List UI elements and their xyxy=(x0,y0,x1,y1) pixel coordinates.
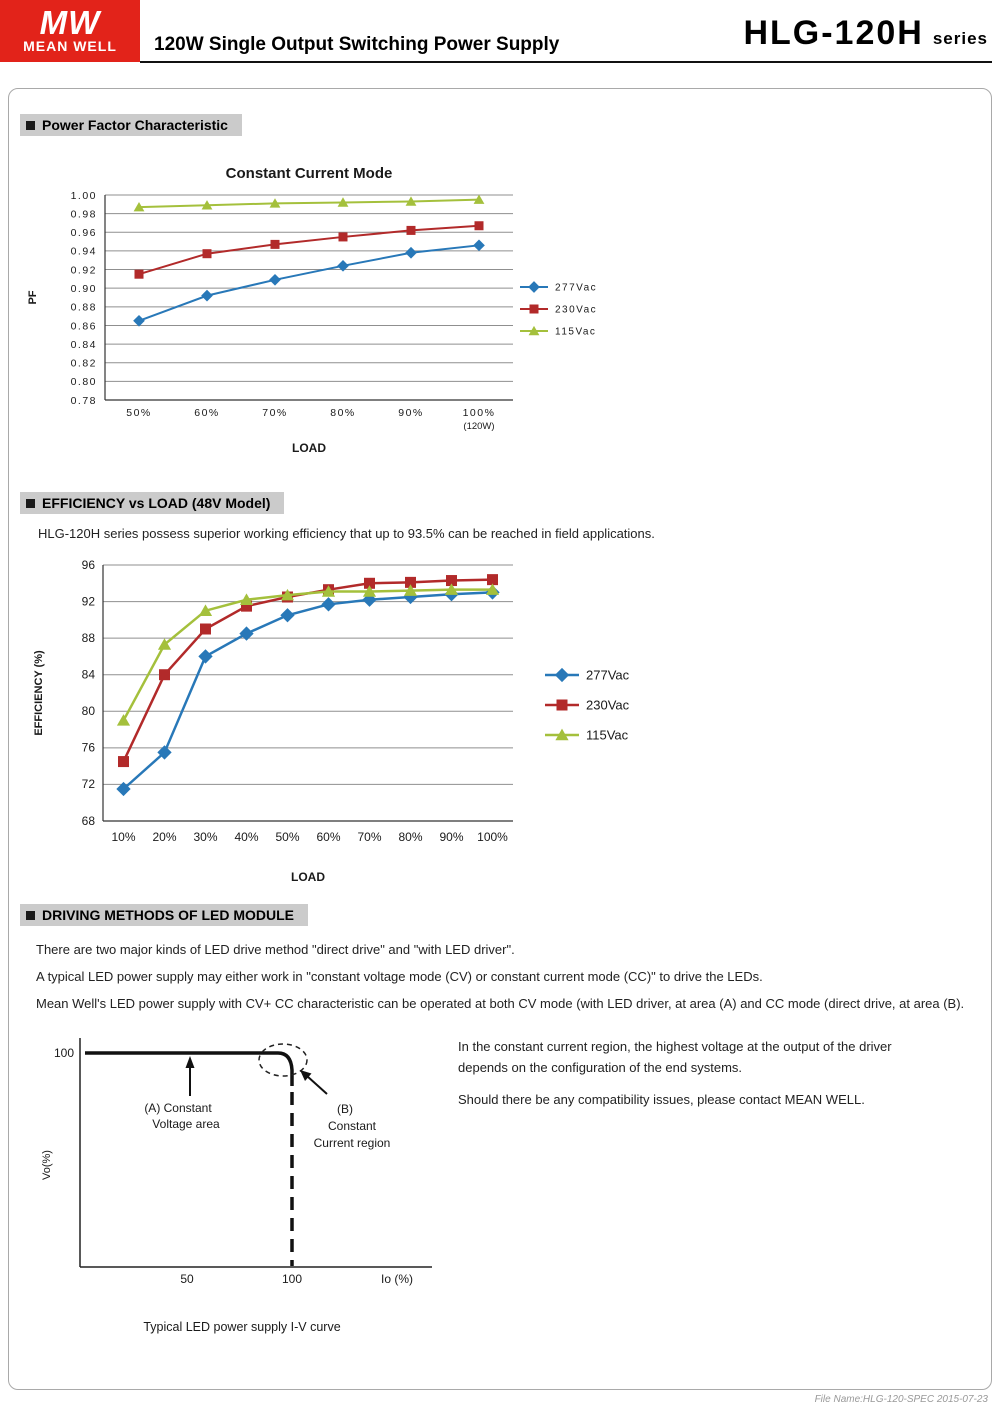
section-bullet-icon xyxy=(26,911,35,920)
header-divider xyxy=(140,61,992,63)
svg-text:0.94: 0.94 xyxy=(70,245,97,258)
svg-text:68: 68 xyxy=(81,813,95,828)
svg-text:50%: 50% xyxy=(275,830,300,844)
svg-text:0.82: 0.82 xyxy=(70,357,97,370)
svg-text:76: 76 xyxy=(81,740,95,755)
pf-chart xyxy=(20,150,700,468)
svg-text:80%: 80% xyxy=(398,830,423,844)
svg-text:0.98: 0.98 xyxy=(70,208,97,221)
svg-text:80: 80 xyxy=(81,704,95,719)
diagram-y100-label: 100 xyxy=(53,1046,74,1060)
product-series-title xyxy=(743,14,988,53)
svg-text:277Vac: 277Vac xyxy=(586,667,630,683)
svg-text:80%: 80% xyxy=(330,407,356,419)
section-heading-label: Power Factor Characteristic xyxy=(42,117,228,133)
area-a-label-line2: Voltage area xyxy=(152,1117,220,1131)
svg-text:40%: 40% xyxy=(234,830,259,844)
svg-text:50%: 50% xyxy=(126,407,152,419)
section-bullet-icon xyxy=(26,121,35,130)
area-b-label-line2: Constant xyxy=(327,1119,377,1133)
svg-text:100%: 100% xyxy=(477,830,508,844)
svg-text:60%: 60% xyxy=(316,830,341,844)
section-heading-driving-methods xyxy=(20,904,308,926)
section-heading-efficiency xyxy=(20,492,284,514)
cv-curve-solid xyxy=(85,1053,292,1086)
svg-text:70%: 70% xyxy=(262,407,288,419)
svg-text:0.96: 0.96 xyxy=(70,227,97,240)
logo-brand-text: MEAN WELL xyxy=(23,38,117,54)
svg-text:0.78: 0.78 xyxy=(70,394,97,407)
svg-text:LOAD: LOAD xyxy=(291,870,325,884)
section-heading-power-factor xyxy=(20,114,242,136)
svg-text:1.00: 1.00 xyxy=(70,189,97,202)
svg-text:LOAD: LOAD xyxy=(292,441,326,455)
diagram-x100-label: 100 xyxy=(281,1272,303,1286)
svg-text:0.80: 0.80 xyxy=(70,376,97,389)
diagram-caption: Typical LED power supply I-V curve xyxy=(143,1320,341,1334)
arrow-a-head-icon xyxy=(186,1056,195,1068)
constant-current-notes xyxy=(458,1036,928,1110)
diagram-xlabel: Io (%) xyxy=(380,1272,414,1286)
product-name: HLG-120H xyxy=(743,14,924,52)
svg-text:90%: 90% xyxy=(439,830,464,844)
meanwell-logo xyxy=(0,0,140,62)
svg-text:(120W): (120W) xyxy=(463,421,495,432)
svg-text:PF: PF xyxy=(27,290,39,305)
svg-text:84: 84 xyxy=(81,667,95,682)
paragraph-line: There are two major kinds of LED drive method "direct drive" and "with LED driver". xyxy=(36,942,515,957)
svg-text:Constant Current Mode: Constant Current Mode xyxy=(225,165,393,182)
svg-text:0.88: 0.88 xyxy=(70,301,97,314)
svg-text:30%: 30% xyxy=(193,830,218,844)
svg-text:115Vac: 115Vac xyxy=(586,727,629,743)
logo-mw-icon: MW xyxy=(39,4,101,41)
svg-text:90%: 90% xyxy=(398,407,424,419)
svg-text:96: 96 xyxy=(81,557,95,572)
paragraph-line: A typical LED power supply may either work in "constant voltage mode (CV) or constant current mode (CC)" to drive the LEDs. xyxy=(36,969,763,984)
area-a-label-line1: (A) Constant xyxy=(144,1101,212,1115)
svg-text:0.84: 0.84 xyxy=(70,338,97,351)
iv-curve-diagram xyxy=(40,1030,460,1342)
svg-text:230Vac: 230Vac xyxy=(586,697,630,713)
paragraph-line: Mean Well's LED power supply with CV+ CC characteristic can be operated at both CV mode (with LED driver, at area (A) and CC mode (direct drive, at area (B). xyxy=(36,996,965,1011)
svg-text:70%: 70% xyxy=(357,830,382,844)
section-heading-label: DRIVING METHODS OF LED MODULE xyxy=(42,907,294,923)
svg-text:88: 88 xyxy=(81,630,95,645)
diagram-x50-label: 50 xyxy=(180,1272,194,1286)
area-b-label-line3: Current region xyxy=(313,1136,391,1150)
file-name-footer: File Name:HLG-120-SPEC 2015-07-23 xyxy=(814,1394,988,1405)
area-b-label-line1: (B) xyxy=(337,1102,353,1116)
svg-text:20%: 20% xyxy=(152,830,177,844)
efficiency-chart xyxy=(20,550,700,895)
svg-text:230Vac: 230Vac xyxy=(555,304,598,316)
note-line: Should there be any compatibility issues, please contact MEAN WELL. xyxy=(458,1092,865,1107)
efficiency-intro-text: HLG-120H series possess superior working efficiency that up to 93.5% can be reached in field applications. xyxy=(38,526,655,541)
svg-text:100%: 100% xyxy=(462,407,496,419)
section-bullet-icon xyxy=(26,499,35,508)
svg-text:115Vac: 115Vac xyxy=(555,326,597,338)
diagram-ylabel: Vo(%) xyxy=(41,1150,53,1180)
svg-text:0.90: 0.90 xyxy=(70,282,97,295)
svg-text:0.92: 0.92 xyxy=(70,264,97,277)
section-heading-label: EFFICIENCY vs LOAD (48V Model) xyxy=(42,495,271,511)
arrow-b xyxy=(307,1076,327,1094)
svg-text:0.86: 0.86 xyxy=(70,320,97,333)
svg-text:EFFICIENCY (%): EFFICIENCY (%) xyxy=(33,650,45,736)
svg-text:92: 92 xyxy=(81,594,95,609)
svg-text:60%: 60% xyxy=(194,407,220,419)
knee-highlight-ellipse xyxy=(259,1044,307,1076)
driving-method-paragraphs xyxy=(36,936,971,1017)
page-title: 120W Single Output Switching Power Supply xyxy=(154,34,560,55)
svg-text:72: 72 xyxy=(81,777,95,792)
svg-text:10%: 10% xyxy=(111,830,136,844)
series-word: series xyxy=(932,29,988,48)
svg-text:277Vac: 277Vac xyxy=(555,282,598,294)
note-line: In the constant current region, the highest voltage at the output of the driver depends on the configuration of the end systems. xyxy=(458,1039,892,1075)
